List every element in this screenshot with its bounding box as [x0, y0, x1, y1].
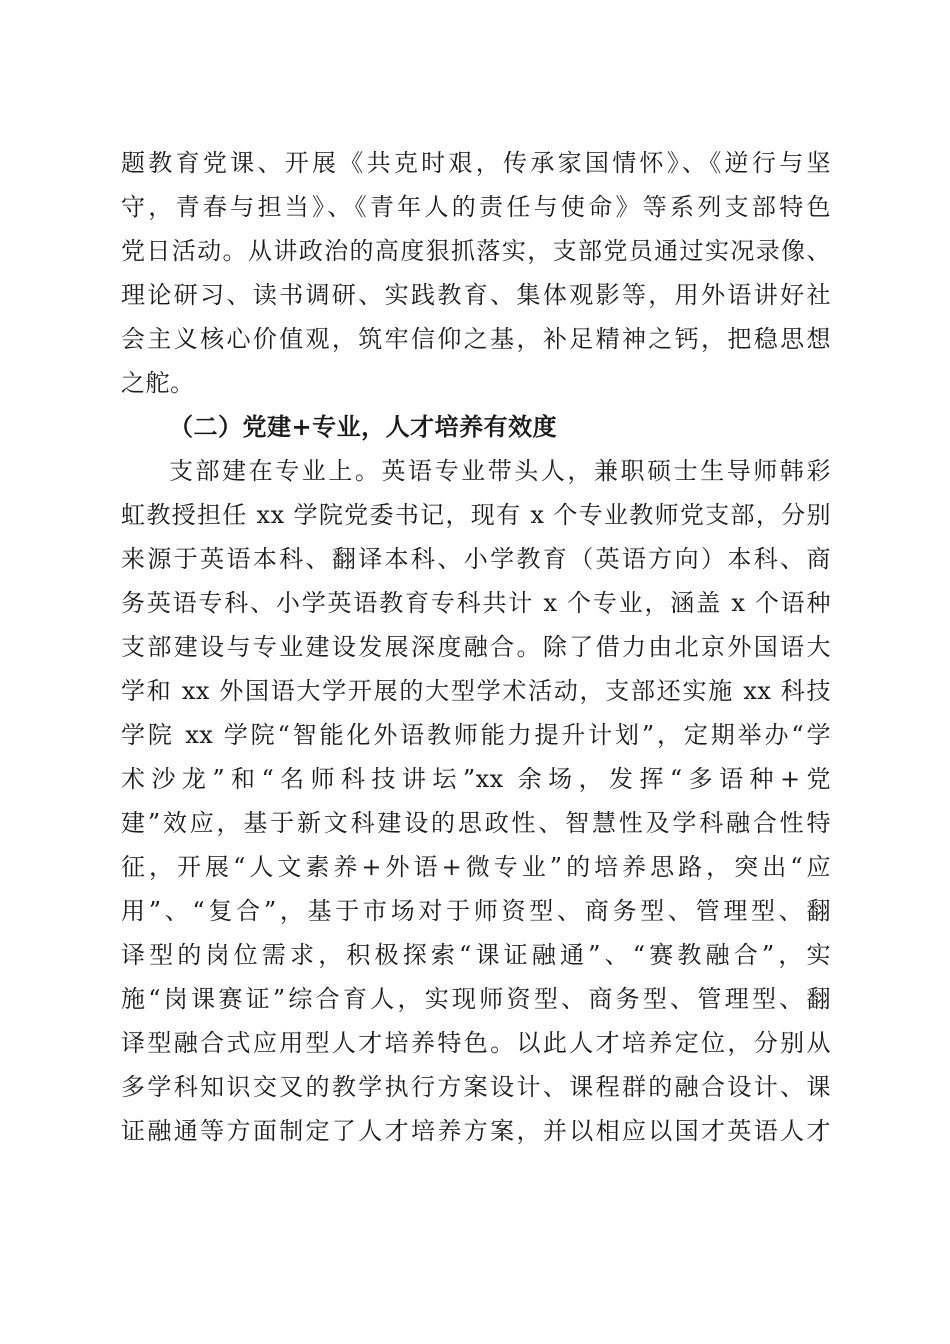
text-line: 守，青春与担当》、《青年人的责任与使命》等系列支部特色	[121, 193, 831, 221]
text-line: 译型融合式应用型人才培养特色。以此人才培养定位，分别从	[121, 1029, 831, 1057]
section-heading: （二）党建+专业，人才培养有效度	[169, 412, 558, 441]
text-line: 之舵。	[121, 369, 195, 397]
text-line: 会主义核心价值观，筑牢信仰之基，补足精神之钙，把稳思想	[121, 325, 831, 353]
text-line: 学和 xx 外国语大学开展的大型学术活动，支部还实施 xx 科技	[121, 677, 831, 705]
text-line: 学院 xx 学院“智能化外语教师能力提升计划”，定期举办“学	[121, 721, 831, 749]
text-line: 虹教授担任 xx 学院党委书记，现有 x 个专业教师党支部，分别	[121, 501, 831, 529]
text-line: 来源于英语本科、翻译本科、小学教育（英语方向）本科、商	[121, 545, 831, 573]
text-line: 用”、“复合”，基于市场对于师资型、商务型、管理型、翻	[121, 897, 831, 925]
text-line: 术沙龙”和“名师科技讲坛”xx 余场，发挥“多语种+党	[121, 765, 831, 793]
text-line: 译型的岗位需求，积极探索“课证融通”、“赛教融合”，实	[121, 941, 831, 969]
text-line: 务英语专科、小学英语教育专科共计 x 个专业，涵盖 x 个语种	[121, 589, 831, 617]
text-line: 理论研习、读书调研、实践教育、集体观影等，用外语讲好社	[121, 281, 831, 309]
text-line: 多学科知识交叉的教学执行方案设计、课程群的融合设计、课	[121, 1073, 831, 1101]
text-line: 党日活动。从讲政治的高度狠抓落实，支部党员通过实况录像、	[121, 237, 831, 265]
text-line: 证融通等方面制定了人才培养方案，并以相应以国才英语人才	[121, 1117, 831, 1145]
text-line: 支部建设与专业建设发展深度融合。除了借力由北京外国语大	[121, 633, 831, 661]
paragraph-first-line: 支部建在专业上。英语专业带头人，兼职硕士生导师韩彩	[169, 457, 831, 485]
text-line: 建”效应，基于新文科建设的思政性、智慧性及学科融合性特	[121, 809, 831, 837]
text-line: 征，开展“人文素养+外语+微专业”的培养思路，突出“应	[121, 853, 831, 881]
text-line: 施“岗课赛证”综合育人，实现师资型、商务型、管理型、翻	[121, 985, 831, 1013]
text-line: 题教育党课、开展《共克时艰，传承家国情怀》、《逆行与坚	[121, 149, 831, 177]
